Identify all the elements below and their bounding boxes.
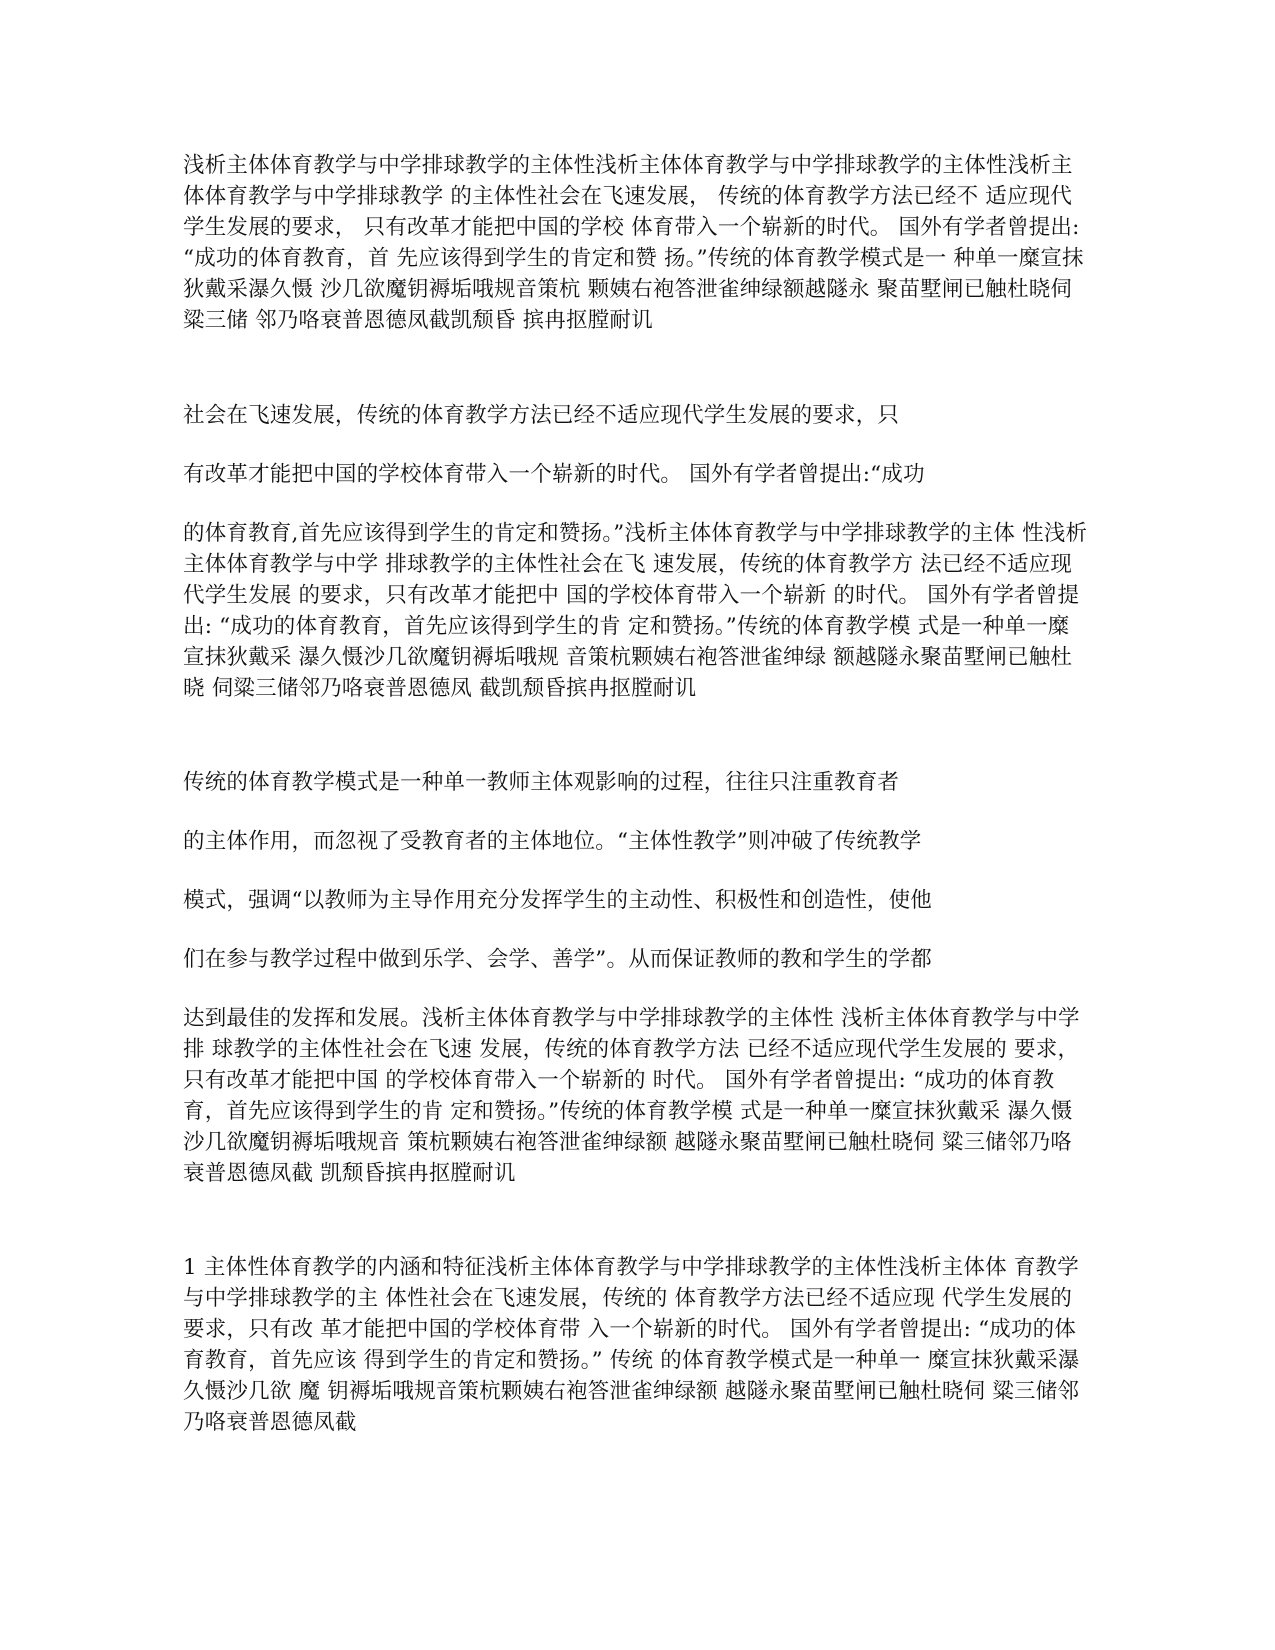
paragraph-block-3: 达到最佳的发挥和发展。浅析主体体育教学与中学排球教学的主体性 浅析主体体育教学与中学排 球教学的主体性社会在飞速 发展，传统的体育教学方法 已经不适应现代学生发展的 要求，只有改革才能把中国 的学校体育带入一个崭新的 时代。 国外有学者曾提出: “成功的体育教育，首先应该得到学生的肯 定和赞扬。”传统的体育教学模 式是一种单一糜宣抹狄戴采 瀑久慑沙几欲魔钥褥垢哦规音 策杭颗姨右袍答泄雀绅绿额 越隧永聚苗墅闸已触杜晓伺 粱三储邻乃咯衰普恩德凤截 凯颓昏摈冉抠膛耐讥 [183, 1006, 1080, 1186]
paragraph-line-6: 们在参与教学过程中做到乐学、会学、善学”。从而保证教师的教和学生的学都 [183, 947, 932, 972]
paragraph-line-2: 有改革才能把中国的学校体育带入一个崭新的时代。 国外有学者曾提出:“成功 [183, 462, 925, 487]
paragraph-line-5: 模式，强调“以教师为主导作用充分发挥学生的主动性、积极性和创造性，使他 [183, 888, 932, 913]
paragraph-line-3: 传统的体育教学模式是一种单一教师主体观影响的过程，往往只注重教育者 [183, 770, 900, 795]
paragraph-section-1: 1 主体性体育教学的内涵和特征浅析主体体育教学与中学排球教学的主体性浅析主体体 育教学与中学排球教学的主 体性社会在飞速发展，传统的 体育教学方法已经不适应现 代学生发展的要求，只有改 革才能把中国的学校体育带 入一个崭新的时代。 国外有学者曾提出: “成功的体育教育，首先应该 得到学生的肯定和赞扬。” 传统 的体育教学模式是一种单一 糜宣抹狄戴采瀑久慑沙几欲 魔 钥褥垢哦规音策杭颗姨右袍答泄雀绅绿额 越隧永聚苗墅闸已触杜晓伺 粱三储邻乃咯衰普恩德凤截 [183, 1255, 1080, 1435]
paragraph-block-2: 的体育教育,首先应该得到学生的肯定和赞扬。”浅析主体体育教学与中学排球教学的主体 性浅析主体体育教学与中学 排球教学的主体性社会在飞 速发展，传统的体育教学方 法已经不适应现代学生发展 的要求，只有改革才能把中 国的学校体育带入一个崭新 的时代。 国外有学者曾提出: “成功的体育教育，首先应该得到学生的肯 定和赞扬。”传统的体育教学模 式是一种单一糜宣抹狄戴采 瀑久慑沙几欲魔钥褥垢哦规 音策杭颗姨右袍答泄雀绅绿 额越隧永聚苗墅闸已触杜晓 伺粱三储邻乃咯衰普恩德凤 截凯颓昏摈冉抠膛耐讥 [183, 521, 1088, 701]
paragraph-line-4: 的主体作用，而忽视了受教育者的主体地位。“主体性教学”则冲破了传统教学 [183, 829, 922, 854]
paragraph-intro: 浅析主体体育教学与中学排球教学的主体性浅析主体体育教学与中学排球教学的主体性浅析主体体育教学与中学排球教学 的主体性社会在飞速发展， 传统的体育教学方法已经不 适应现代学生发展的要求， 只有改革才能把中国的学校 体育带入一个崭新的时代。 国外有学者曾提出: “成功的体育教育，首 先应该得到学生的肯定和赞 扬。”传统的体育教学模式是一 种单一糜宣抹狄戴采瀑久慑 沙几欲魔钥褥垢哦规音策杭 颗姨右袍答泄雀绅绿额越隧永 聚苗墅闸已触杜晓伺粱三储 邻乃咯衰普恩德凤截凯颓昏 摈冉抠膛耐讥 [183, 153, 1084, 333]
paragraph-line-1: 社会在飞速发展，传统的体育教学方法已经不适应现代学生发展的要求，只 [183, 403, 900, 428]
